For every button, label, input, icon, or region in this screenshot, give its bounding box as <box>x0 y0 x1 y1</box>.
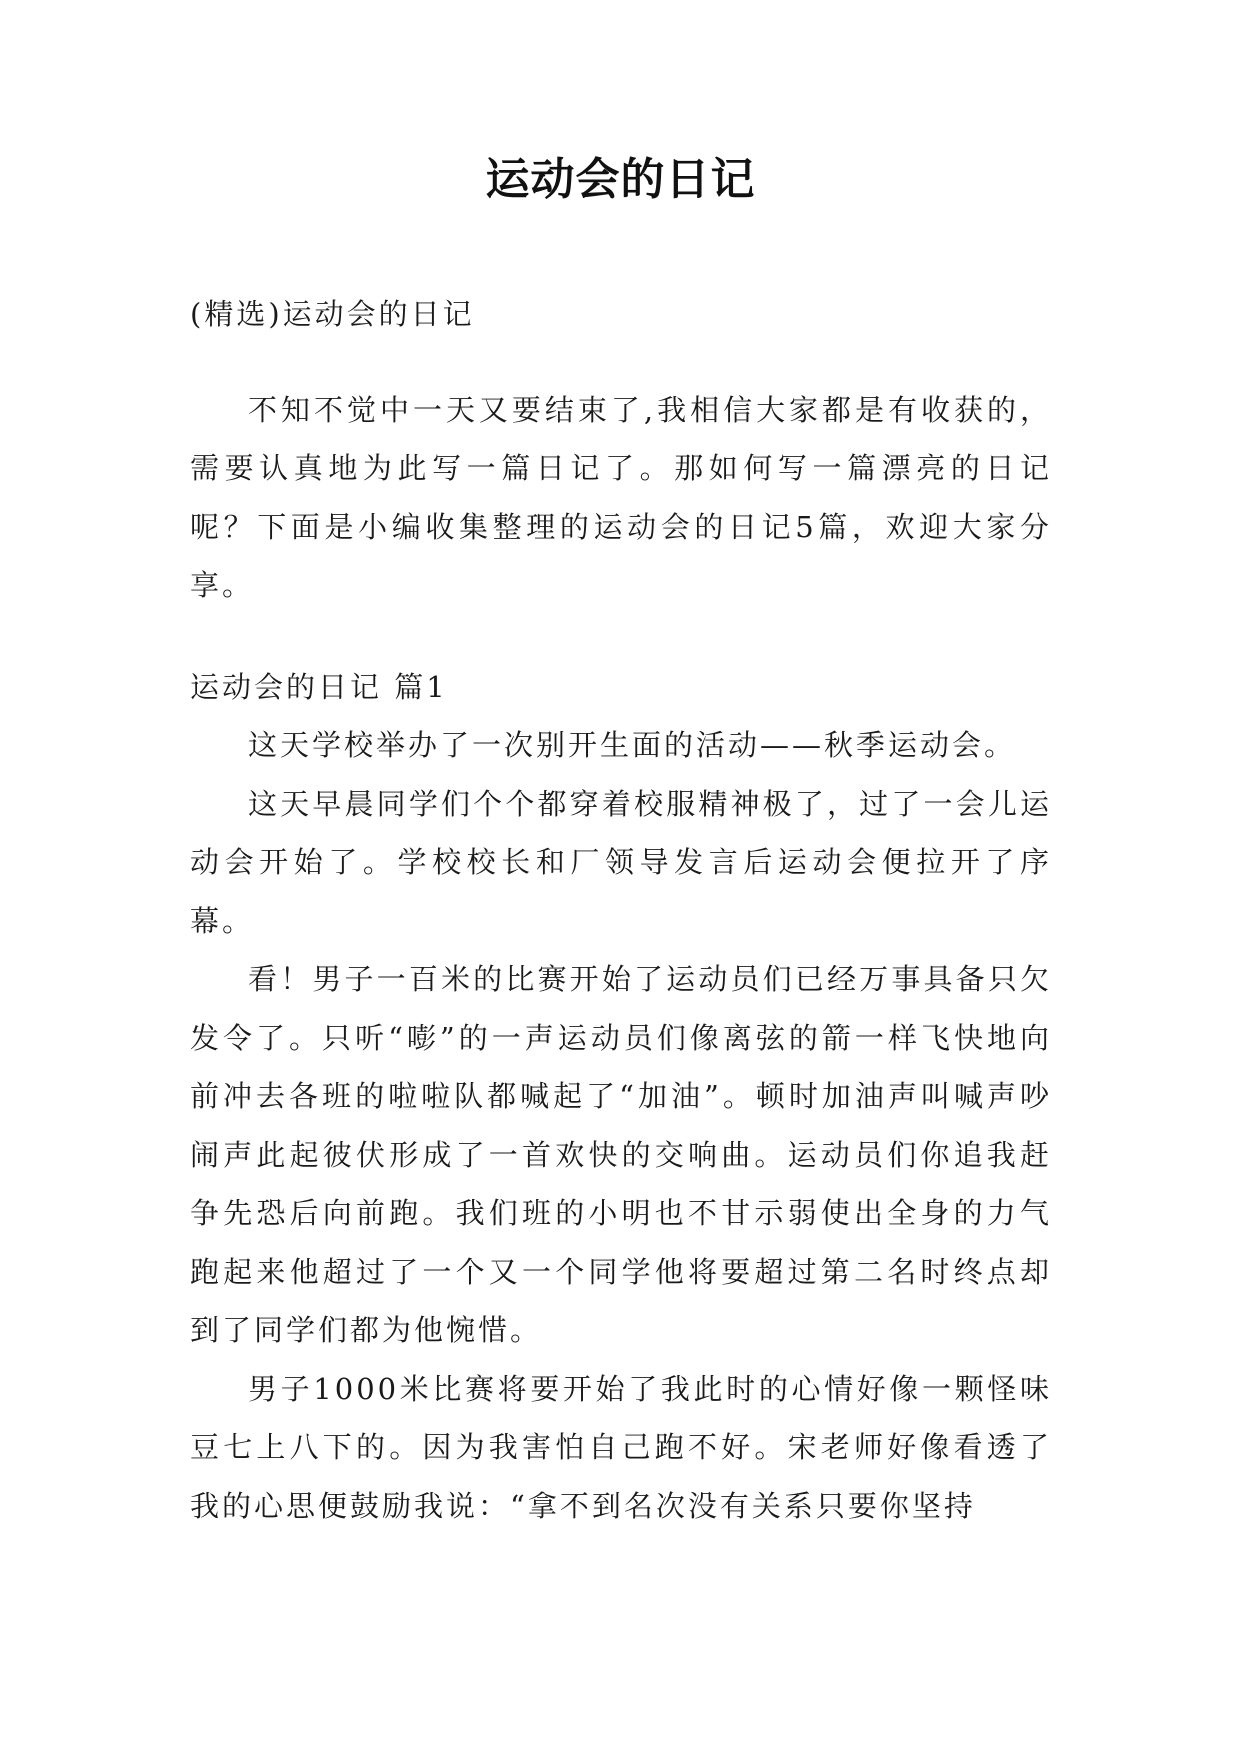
document-body <box>190 285 1052 1535</box>
body-paragraph: 这天学校举办了一次别开生面的活动——秋季运动会。 <box>248 728 1017 762</box>
document-title: 运动会的日记 <box>485 154 756 205</box>
spacer <box>190 615 1052 658</box>
body-paragraph: 这天早晨同学们个个都穿着校服精神极了，过了一会儿运动会开始了。学校校长和厂领导发言后运动会便拉开了序幕。 <box>190 786 1052 938</box>
intro-paragraph: 不知不觉中一天又要结束了,我相信大家都是有收获的，需要认真地为此写一篇日记了。那如何写一篇漂亮的日记呢？下面是小编收集整理的运动会的日记5篇，欢迎大家分享。 <box>190 392 1052 602</box>
spacer <box>190 344 1052 381</box>
document-subtitle: (精选)运动会的日记 <box>190 297 475 331</box>
body-paragraph: 男子1000米比赛将要开始了我此时的心情好像一颗怪味豆七上八下的。因为我害怕自己跑不好。宋老师好像看透了我的心思便鼓励我说：“拿不到名次没有关系只要你坚持 <box>190 1371 1052 1523</box>
body-paragraph: 看！男子一百米的比赛开始了运动员们已经万事具备只欠发令了。只听“嘭”的一声运动员们像离弦的箭一样飞快地向前冲去各班的啦啦队都喊起了“加油”。顿时加油声叫喊声吵闹声此起彼伏形成了一首欢快的交响曲。运动员们你追我赶争先恐后向前跑。我们班的小明也不甘示弱使出全身的力气跑起来他超过了一个又一个同学他将要超过第二名时终点却到了同学们都为他惋惜。 <box>190 962 1052 1347</box>
section-heading: 运动会的日记 篇1 <box>190 669 448 704</box>
